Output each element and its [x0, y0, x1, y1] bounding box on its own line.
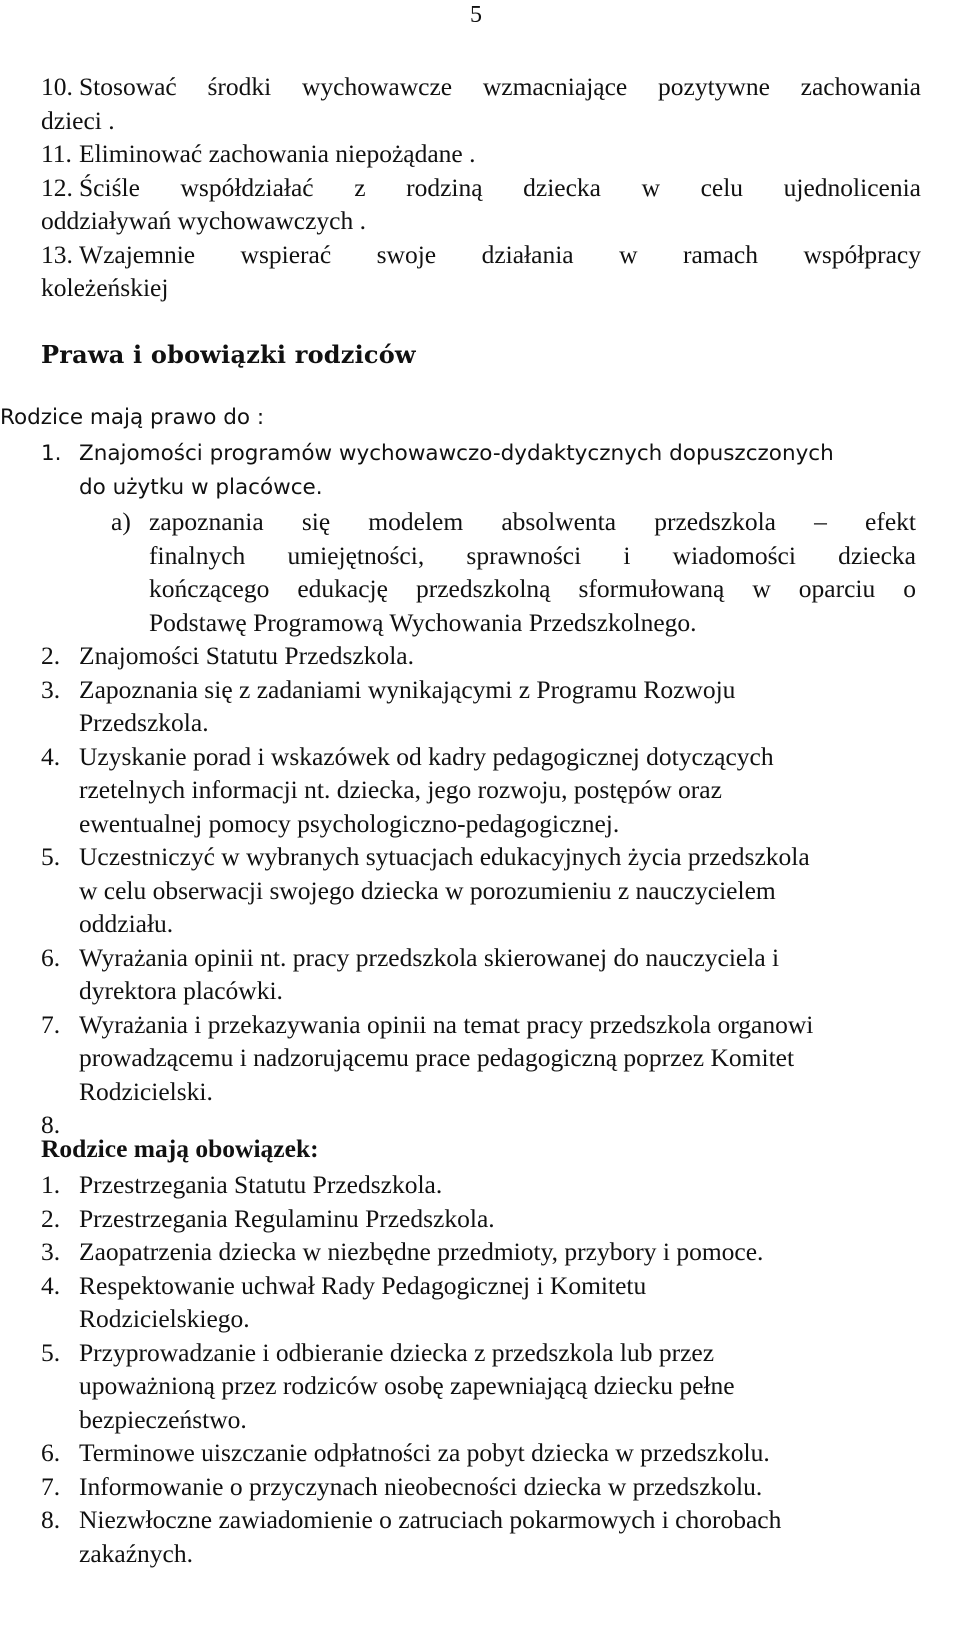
- duties-list: [41, 1168, 921, 1570]
- item-line: Przyprowadzanie i odbieranie dziecka z przedszkola lub przez: [79, 1337, 715, 1367]
- list-item: [41, 238, 921, 305]
- item-line: Zapoznania się z zadaniami wynikającymi z Programu Rozwoju: [79, 674, 736, 704]
- item-number: 1.: [41, 441, 62, 466]
- list-item: [41, 70, 921, 137]
- list-item: [41, 1202, 921, 1236]
- item-number: 3.: [41, 674, 61, 704]
- item-number: 11.: [41, 139, 72, 168]
- item-line: Informowanie o przyczynach nieobecności dziecka w przedszkolu.: [79, 1471, 763, 1501]
- item-number: 8.: [41, 1110, 61, 1139]
- list-item: [41, 1235, 921, 1269]
- item-text: [79, 840, 921, 941]
- item-text: [79, 1008, 921, 1109]
- list-item: [41, 941, 921, 1008]
- item-line: Podstawę Programową Wychowania Przedszkolnego.: [149, 607, 697, 637]
- item-text: [79, 437, 921, 504]
- item-line: zakaźnych.: [79, 1538, 193, 1568]
- item-line: prowadzącemu i nadzorującemu prace pedagogiczną poprzez Komitet: [79, 1043, 795, 1072]
- item-line: Wyrażania opinii nt. pracy przedszkola skierowanej do nauczyciela i: [79, 942, 780, 972]
- item-line: Niezwłoczne zawiadomienie o zatruciach pokarmowych i chorobach: [79, 1505, 782, 1534]
- item-number: 5.: [41, 842, 61, 871]
- item-line: bezpieczeństwo.: [79, 1404, 247, 1434]
- section-heading: Prawa i obowiązki rodziców: [41, 340, 416, 369]
- list-item: [41, 639, 921, 673]
- item-line: dzieci .: [41, 105, 115, 135]
- item-number: 7.: [41, 1471, 61, 1501]
- item-line: koleżeńskiej: [41, 273, 169, 302]
- item-line: Ściśle współdziałać z rodziną dziecka w celu ujednolicenia: [79, 172, 921, 202]
- item-number: 7.: [41, 1009, 61, 1039]
- item-line: Wyrażania i przekazywania opinii na temat pracy przedszkola organowi: [79, 1009, 814, 1039]
- list-item: [41, 137, 921, 171]
- item-text: [79, 1436, 921, 1470]
- item-text: [79, 673, 921, 740]
- item-text: [79, 137, 921, 171]
- item-line: rzetelnych informacji nt. dziecka, jego rozwoju, postępów oraz: [79, 775, 722, 804]
- item-line: Znajomości Statutu Przedszkola.: [79, 641, 414, 670]
- item-number: 1.: [41, 1170, 61, 1199]
- item-line: Eliminować zachowania niepożądane .: [79, 139, 476, 168]
- item-text: [79, 1168, 921, 1202]
- rights-sub-list: [36, 505, 916, 639]
- list-item: [111, 505, 916, 639]
- list-item: [41, 740, 921, 841]
- item-text: [79, 1470, 921, 1504]
- item-text: [79, 1269, 921, 1336]
- list-item: [41, 673, 921, 740]
- item-line: zapoznania się modelem absolwenta przedszkola – efekt: [149, 507, 916, 536]
- item-line: upoważnioną przez rodziców osobę zapewniającą dziecku pełne: [79, 1371, 735, 1400]
- item-text: [79, 1336, 921, 1437]
- item-line: kończącego edukację przedszkolną sformułowaną w oparciu o: [149, 574, 916, 603]
- item-line: ewentualnej pomocy psychologiczno-pedagogicznej.: [79, 808, 620, 838]
- item-line: oddziaływań wychowawczych .: [41, 206, 367, 235]
- rights-intro: Rodzice mają prawo do :: [0, 405, 265, 430]
- item-line: oddziału.: [79, 909, 174, 938]
- item-line: dyrektora placówki.: [79, 976, 283, 1005]
- item-line: Przedszkola.: [79, 708, 209, 737]
- item-line: Rodzicielski.: [79, 1076, 213, 1106]
- item-line: Wzajemnie wspierać swoje działania w ramach współpracy: [79, 239, 921, 269]
- item-number: 4.: [41, 1270, 61, 1300]
- item-text: [79, 1202, 921, 1236]
- item-line: Respektowanie uchwał Rady Pedagogicznej i Komitetu: [79, 1270, 647, 1300]
- item-line: Stosować środki wychowawcze wzmacniające pozytywne zachowania: [79, 72, 921, 101]
- item-text: [79, 1235, 921, 1269]
- item-number: 8.: [41, 1505, 61, 1534]
- item-line: Przestrzegania Statutu Przedszkola.: [79, 1170, 443, 1199]
- item-line: Przestrzegania Regulaminu Przedszkola.: [79, 1203, 495, 1233]
- list-item: [41, 1336, 921, 1437]
- list-item: [41, 840, 921, 941]
- item-line: Uczestniczyć w wybranych sytuacjach edukacyjnych życia przedszkola: [79, 842, 810, 871]
- item-line: w celu obserwacji swojego dziecka w porozumieniu z nauczycielem: [79, 875, 776, 905]
- item-line: Terminowe uiszczanie odpłatności za pobyt dziecka w przedszkolu.: [79, 1438, 770, 1467]
- item-line: Uzyskanie porad i wskazówek od kadry pedagogicznej dotyczących: [79, 741, 774, 771]
- list-item: [41, 171, 921, 238]
- list-item: [41, 1503, 921, 1570]
- teacher-duties-list: [41, 70, 921, 305]
- list-item: [41, 1470, 921, 1504]
- item-line: Znajomości programów wychowawczo-dydaktycznych dopuszczonych: [79, 441, 834, 466]
- item-text: [79, 1503, 921, 1570]
- duties-heading: Rodzice mają obowiązek:: [41, 1134, 319, 1163]
- item-number: 2.: [41, 1203, 61, 1233]
- item-number: 6.: [41, 942, 61, 972]
- item-text: [79, 740, 921, 841]
- page-number: 5: [470, 2, 482, 28]
- item-number: 13.: [41, 239, 73, 269]
- list-item: [41, 1269, 921, 1336]
- item-line: do użytku w placówce.: [79, 474, 323, 500]
- item-number: 10.: [41, 72, 73, 101]
- item-line: Zaopatrzenia dziecka w niezbędne przedmioty, przybory i pomoce.: [79, 1237, 764, 1266]
- list-item: [41, 1436, 921, 1470]
- list-item: [41, 437, 921, 504]
- item-number: a): [111, 507, 131, 536]
- list-item: [41, 1168, 921, 1202]
- item-text: [149, 505, 916, 639]
- item-line: Rodzicielskiego.: [79, 1304, 250, 1333]
- item-text: [79, 639, 921, 673]
- item-line: finalnych umiejętności, sprawności i wiadomości dziecka: [149, 540, 916, 570]
- item-number: 12.: [41, 172, 73, 202]
- rights-list: [41, 639, 921, 1142]
- item-number: 4.: [41, 741, 61, 771]
- item-number: 6.: [41, 1438, 61, 1467]
- item-number: 2.: [41, 641, 61, 670]
- rights-list-first: [41, 437, 921, 504]
- list-item: [41, 1008, 921, 1109]
- item-number: 3.: [41, 1237, 61, 1266]
- item-text: [79, 941, 921, 1008]
- item-number: 5.: [41, 1337, 61, 1367]
